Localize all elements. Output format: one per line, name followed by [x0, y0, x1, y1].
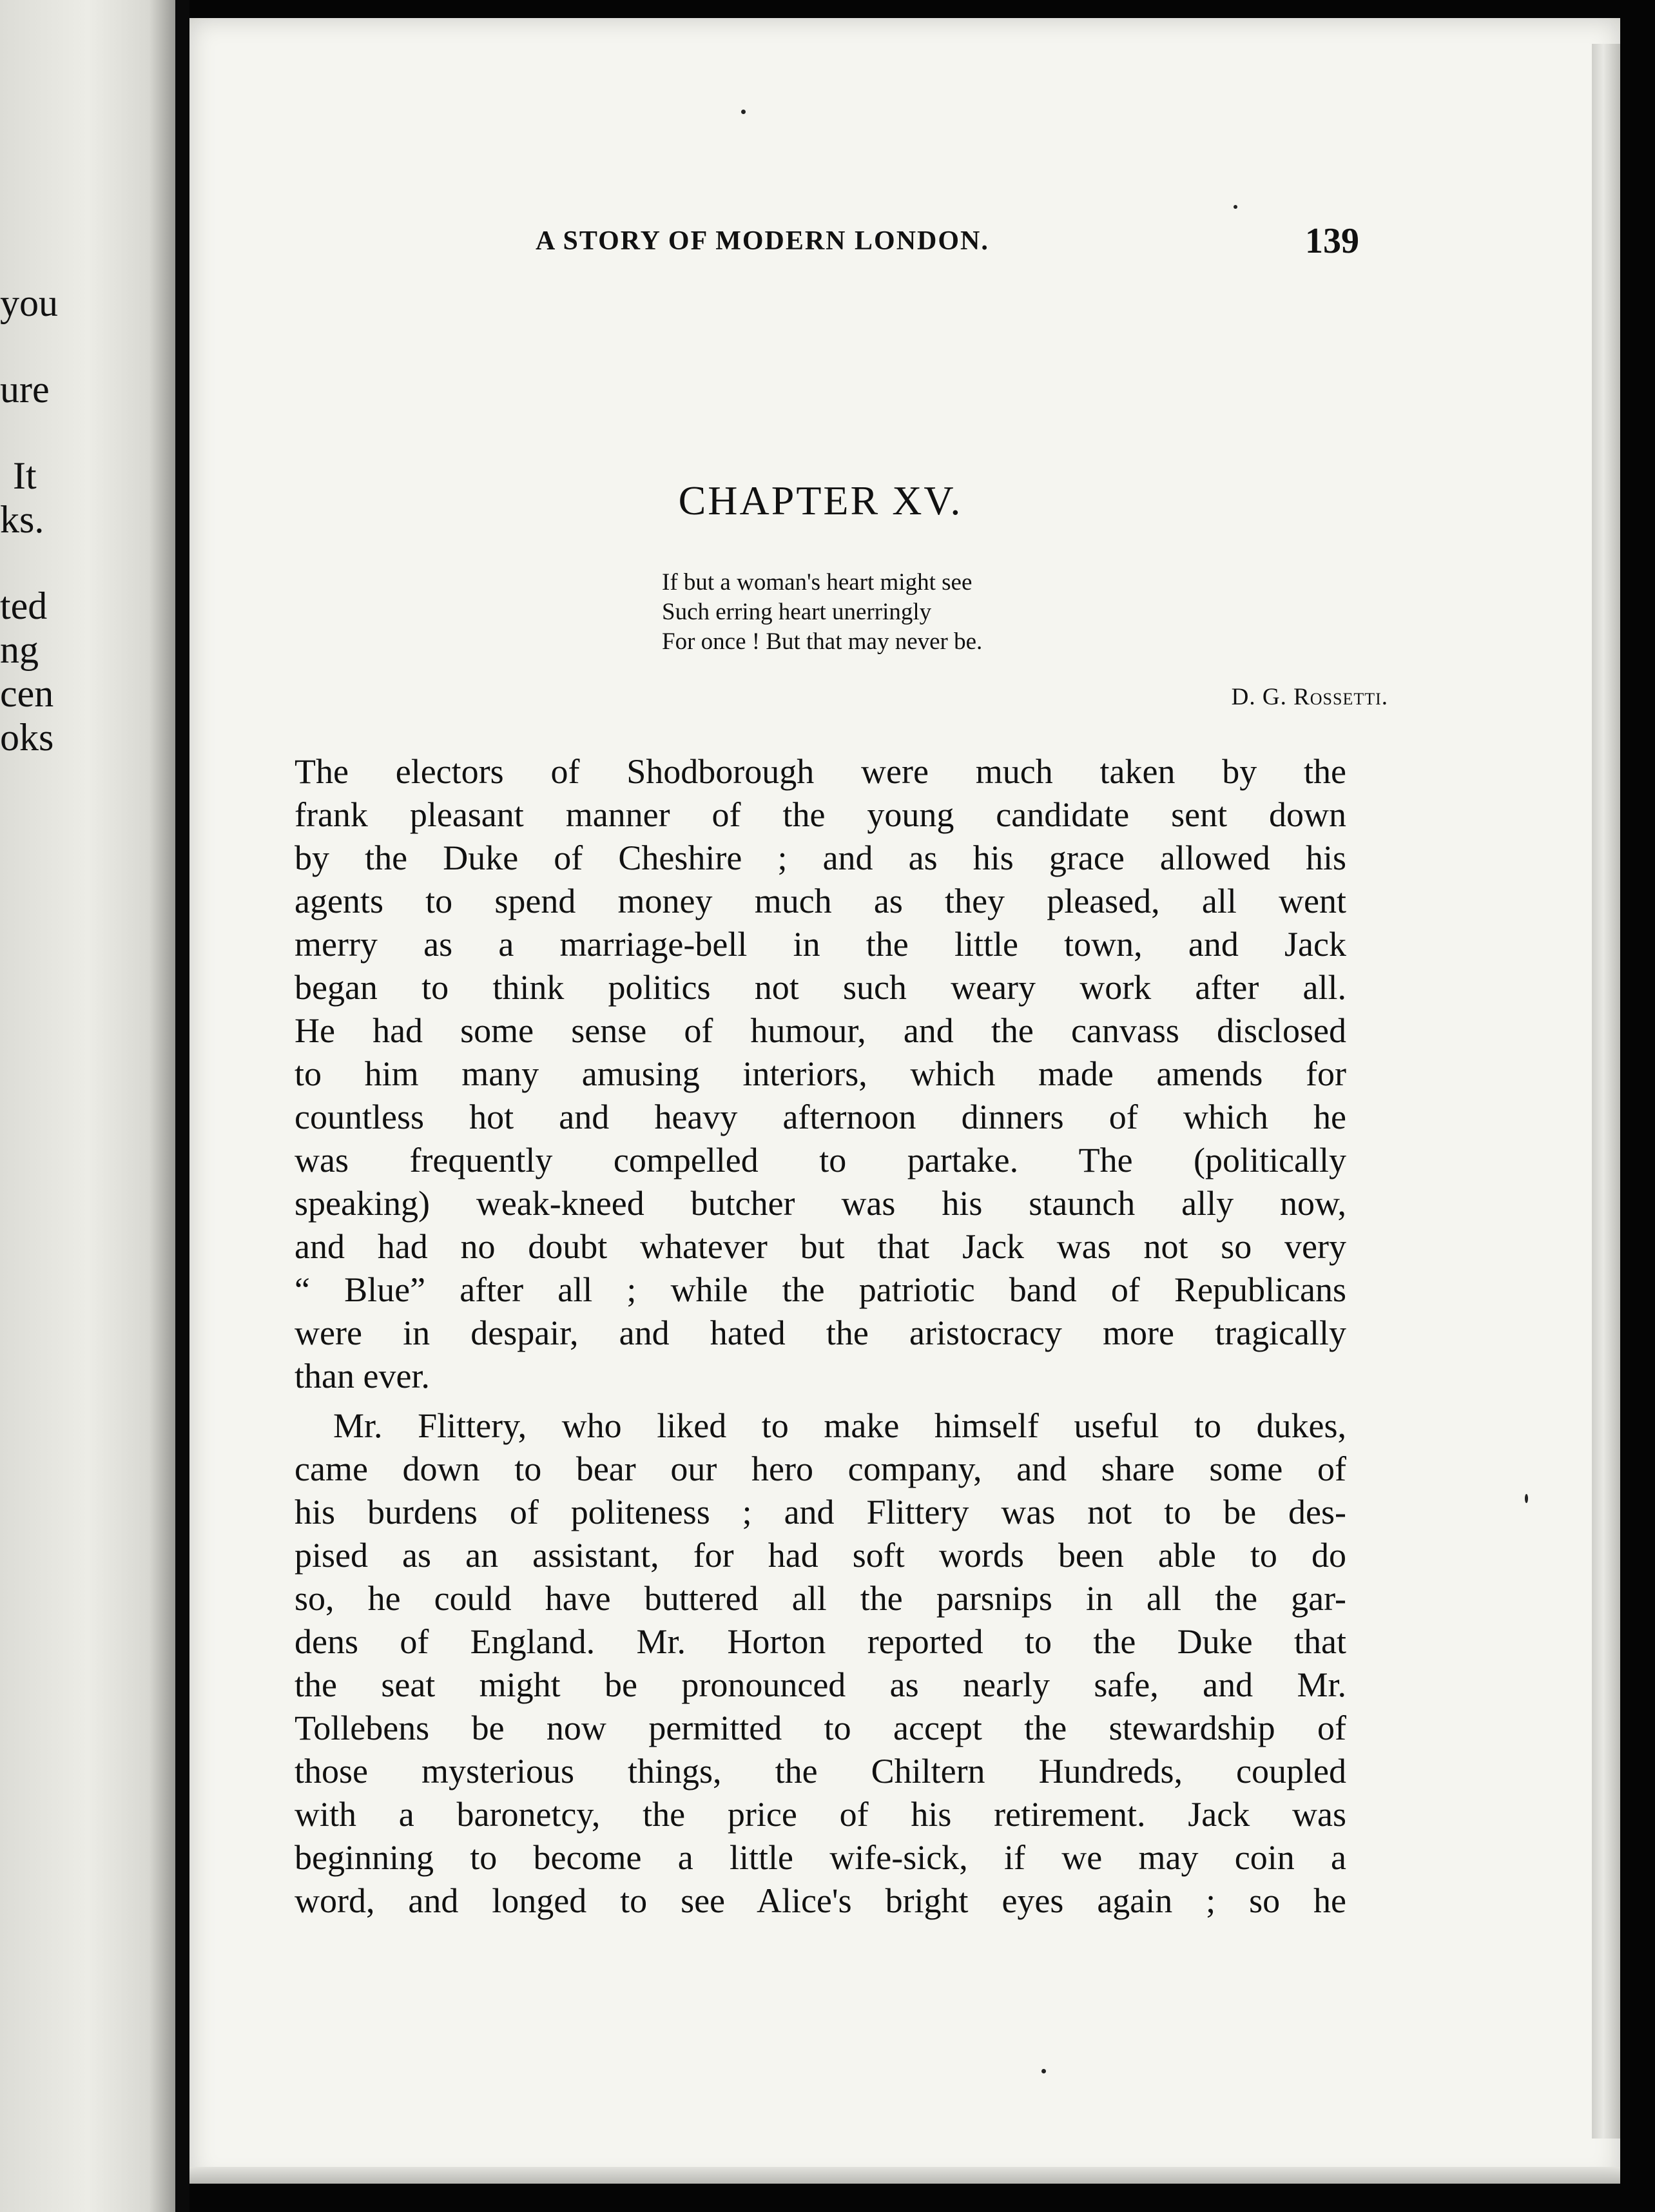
left-page-fragment: ted: [0, 585, 48, 627]
text-line: merry as a marriage-bell in the little town, and Jack: [295, 925, 1346, 964]
book-gutter: [175, 0, 189, 2212]
left-page-fragment: ks.: [0, 498, 44, 541]
text-line: Mr. Flittery, who liked to make himself useful to dukes,: [333, 1406, 1346, 1445]
text-line: He had some sense of humour, and the canvass disclosed: [295, 1011, 1346, 1050]
page-bottom-edge: [189, 2167, 1620, 2184]
print-speck: [1525, 1494, 1528, 1503]
print-speck: [741, 110, 746, 114]
text-line: was frequently compelled to partake. The (politically: [295, 1141, 1346, 1179]
text-line: speaking) weak-kneed butcher was his staunch ally now,: [295, 1184, 1346, 1223]
left-page-fragment: cen: [0, 672, 54, 715]
text-line: so, he could have buttered all the parsnips in all the gar-: [295, 1579, 1346, 1618]
text-line: the seat might be pronounced as nearly safe, and Mr.: [295, 1665, 1346, 1704]
epigraph-line: For once ! But that may never be.: [662, 628, 983, 655]
left-page-fragment: It: [13, 454, 37, 497]
epigraph-line: If but a woman's heart might see: [662, 569, 973, 596]
page-number: 139: [1305, 221, 1359, 261]
epigraph-line: Such erring heart unerringly: [662, 599, 932, 625]
text-line: frank pleasant manner of the young candidate sent down: [295, 795, 1346, 834]
page-edge: [1592, 44, 1620, 2139]
running-head: [295, 221, 1359, 271]
text-line: agents to spend money much as they pleased, all went: [295, 882, 1346, 920]
body-text: [295, 750, 1346, 1923]
text-line: began to think politics not such weary work after all.: [295, 968, 1346, 1007]
text-line: and had no doubt whatever but that Jack was not so very: [295, 1227, 1346, 1266]
text-line: to him many amusing interiors, which made amends for: [295, 1054, 1346, 1093]
chapter-title: CHAPTER XV.: [678, 478, 963, 523]
text-line: countless hot and heavy afternoon dinners of which he: [295, 1098, 1346, 1136]
left-facing-page: [0, 0, 175, 2212]
epigraph-attribution: D. G. Rossetti.: [1231, 684, 1388, 710]
left-page-fragment: ure: [0, 368, 50, 411]
running-title: A STORY OF MODERN LONDON.: [536, 226, 989, 256]
text-line: by the Duke of Cheshire ; and as his grace allowed his: [295, 839, 1346, 877]
paragraph-gap: [295, 1398, 1346, 1404]
epigraph: [662, 568, 982, 657]
text-line: beginning to become a little wife-sick, if we may coin a: [295, 1838, 1346, 1877]
paragraph-1: [295, 750, 1346, 1398]
text-line: word, and longed to see Alice's bright eyes again ; so he: [295, 1881, 1346, 1920]
text-line: “ Blue” after all ; while the patriotic band of Republicans: [295, 1270, 1346, 1309]
text-line: Tollebens be now permitted to accept the stewardship of: [295, 1709, 1346, 1747]
left-page-fragment: ng: [0, 628, 39, 671]
left-page-fragment: you: [0, 282, 58, 324]
print-speck: [1234, 205, 1237, 209]
text-line: came down to bear our hero company, and share some of: [295, 1450, 1346, 1488]
left-page-fragment: oks: [0, 716, 54, 759]
text-line: pised as an assistant, for had soft words been able to do: [295, 1536, 1346, 1575]
paragraph-2: [295, 1404, 1346, 1923]
text-line: The electors of Shodborough were much taken by the: [295, 752, 1346, 791]
text-line: were in despair, and hated the aristocracy more tragically: [295, 1314, 1346, 1352]
print-speck: [1041, 2069, 1046, 2073]
text-line: dens of England. Mr. Horton reported to the Duke that: [295, 1622, 1346, 1661]
text-line: with a baronetcy, the price of his retirement. Jack was: [295, 1795, 1346, 1834]
text-line: than ever.: [295, 1357, 430, 1395]
book-page: [189, 18, 1620, 2184]
text-line: his burdens of politeness ; and Flittery was not to be des-: [295, 1493, 1346, 1531]
text-line: those mysterious things, the Chiltern Hundreds, coupled: [295, 1752, 1346, 1790]
